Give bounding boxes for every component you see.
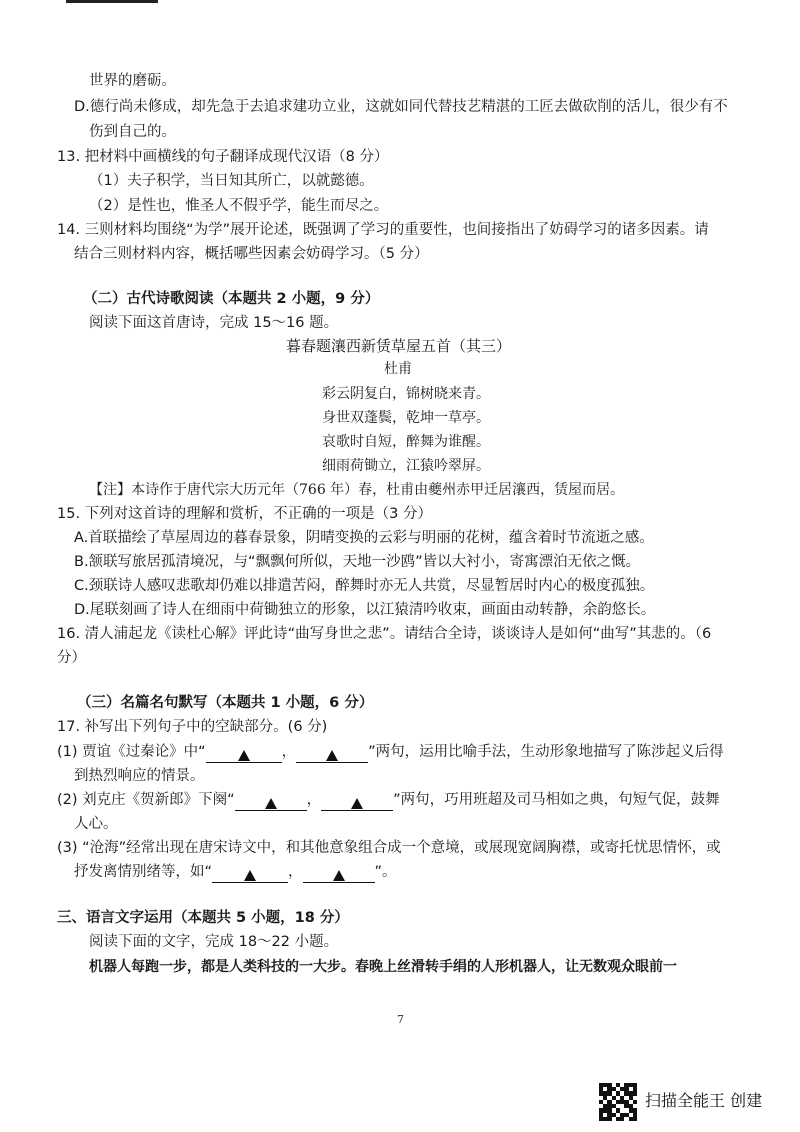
triangle-marker-icon xyxy=(333,870,345,881)
question-17-item3-line2 xyxy=(74,861,397,883)
poem-author: 杜甫 xyxy=(384,361,412,377)
question-14-line2: 结合三则材料内容，概括哪些因素会妨碍学习。（5 分） xyxy=(74,246,429,262)
section-2-intro: 阅读下面这首唐诗，完成 15～16 题。 xyxy=(89,315,339,331)
triangle-marker-icon xyxy=(351,798,363,809)
answer-blank[interactable] xyxy=(212,866,288,883)
question-17-item2-line2: 人心。 xyxy=(74,816,118,832)
question-16-line1: 16. 清人浦起龙《读杜心解》评此诗“曲写身世之悲”。请结合全诗，谈谈诗人是如何“曲写”其悲的。（6 xyxy=(57,626,712,642)
question-14-line1: 14. 三则材料均围绕“为学”展开论述，既强调了学习的重要性，也间接指出了妨碍学习的诸多因素。请 xyxy=(57,222,709,238)
triangle-marker-icon xyxy=(244,870,256,881)
q17-1-suffix: ”两句，运用比喻手法，生动形象地描写了陈涉起义后得 xyxy=(368,744,724,760)
q17-1-prefix: (1) 贾谊《过秦论》中“ xyxy=(57,744,206,760)
triangle-marker-icon xyxy=(265,798,277,809)
answer-blank[interactable] xyxy=(235,794,307,811)
answer-blank[interactable] xyxy=(296,746,368,763)
section-2-heading: （二）古代诗歌阅读（本题共 2 小题，9 分） xyxy=(83,291,380,307)
option-d-line1: D.德行尚未修成，却先急于去追求建功立业，这就如同代替技艺精湛的工匠去做砍削的活儿，很少有不 xyxy=(74,99,728,115)
poem-line-4: 细雨荷锄立，江猿吟翠屏。 xyxy=(322,458,490,474)
triangle-marker-icon xyxy=(326,750,338,761)
question-17: 17. 补写出下列句子中的空缺部分。(6 分) xyxy=(57,719,328,735)
question-15-option-d: D.尾联刻画了诗人在细雨中荷锄独立的形象，以江猿清吟收束，画面由动转静，余韵悠长。 xyxy=(74,602,656,618)
q17-3-separator: ， xyxy=(288,864,303,880)
part-3-intro: 阅读下面的文字，完成 18～22 小题。 xyxy=(89,934,339,950)
answer-blank[interactable] xyxy=(321,794,393,811)
q17-2-separator: ， xyxy=(306,792,322,808)
question-15: 15. 下列对这首诗的理解和赏析，不正确的一项是（3 分） xyxy=(57,506,433,522)
answer-blank[interactable] xyxy=(206,746,282,763)
question-17-item3-line1: (3) “沧海”经常出现在唐宋诗文中，和其他意象组合成一个意境，或展现宽阔胸襟，或寄托忧思情怀，或 xyxy=(57,840,721,856)
question-17-item2-line1 xyxy=(57,789,720,811)
poem-line-3: 哀歌时自短，醉舞为谁醒。 xyxy=(322,434,490,450)
question-13-item1: （1）夫子积学，当日知其所亡，以就懿德。 xyxy=(89,173,374,189)
top-edge-bar xyxy=(66,0,158,3)
option-d-line2: 伤到自己的。 xyxy=(89,124,176,140)
answer-blank[interactable] xyxy=(303,866,375,883)
question-16-line2: 分） xyxy=(57,650,86,666)
question-17-item1-line1 xyxy=(57,741,724,763)
qr-code-icon xyxy=(599,1083,637,1121)
section-3-heading: （三）名篇名句默写（本题共 1 小题，6 分） xyxy=(77,695,374,711)
q17-1-separator: ， xyxy=(281,744,297,760)
poem-note: 【注】本诗作于唐代宗大历元年（766 年）春，杜甫由夔州赤甲迁居瀼西，赁屋而居。 xyxy=(89,482,625,498)
triangle-marker-icon xyxy=(238,750,250,761)
question-13-item2: （2）是性也，惟圣人不假乎学，能生而尽之。 xyxy=(89,198,389,214)
question-15-option-c: C.颈联诗人感叹悲歌却仍难以排遣苦闷，醉舞时亦无人共赏，尽显暂居时内心的极度孤独。 xyxy=(74,578,655,594)
poem-title: 暮春题瀼西新赁草屋五首（其三） xyxy=(286,337,512,355)
scanner-watermark: 扫描全能王 创建 xyxy=(645,1091,763,1110)
q17-2-suffix: ”两句，巧用班超及司马相如之典，句短气促，鼓舞 xyxy=(393,792,720,808)
part-3-passage: 机器人每跑一步，都是人类科技的一大步。春晚上丝滑转手绢的人形机器人，让无数观众眼前一 xyxy=(89,959,677,975)
question-15-option-b: B.颔联写旅居孤清境况，与“飘飘何所似，天地一沙鸥”皆以大衬小，寄寓漂泊无依之慨。 xyxy=(74,554,641,570)
q17-3-prefix: 抒发离情别绪等，如“ xyxy=(74,864,213,880)
question-17-item1-line2: 到热烈响应的情景。 xyxy=(74,768,205,784)
poem-line-2: 身世双蓬鬓，乾坤一草亭。 xyxy=(322,410,490,426)
question-15-option-a: A.首联描绘了草屋周边的暮春景象，阴晴变换的云彩与明丽的花树，蕴含着时节流逝之感。 xyxy=(74,530,654,546)
question-13: 13. 把材料中画横线的句子翻译成现代汉语（8 分） xyxy=(57,149,389,165)
poem-line-1: 彩云阴复白，锦树晓来青。 xyxy=(322,386,490,402)
part-3-heading: 三、语言文字运用（本题共 5 小题，18 分） xyxy=(57,910,349,926)
q17-3-suffix: ”。 xyxy=(374,864,397,880)
page-number: 7 xyxy=(397,1013,404,1026)
q17-2-prefix: (2) 刘克庄《贺新郎》下阕“ xyxy=(57,792,235,808)
option-c-continuation: 世界的磨砺。 xyxy=(89,73,176,89)
